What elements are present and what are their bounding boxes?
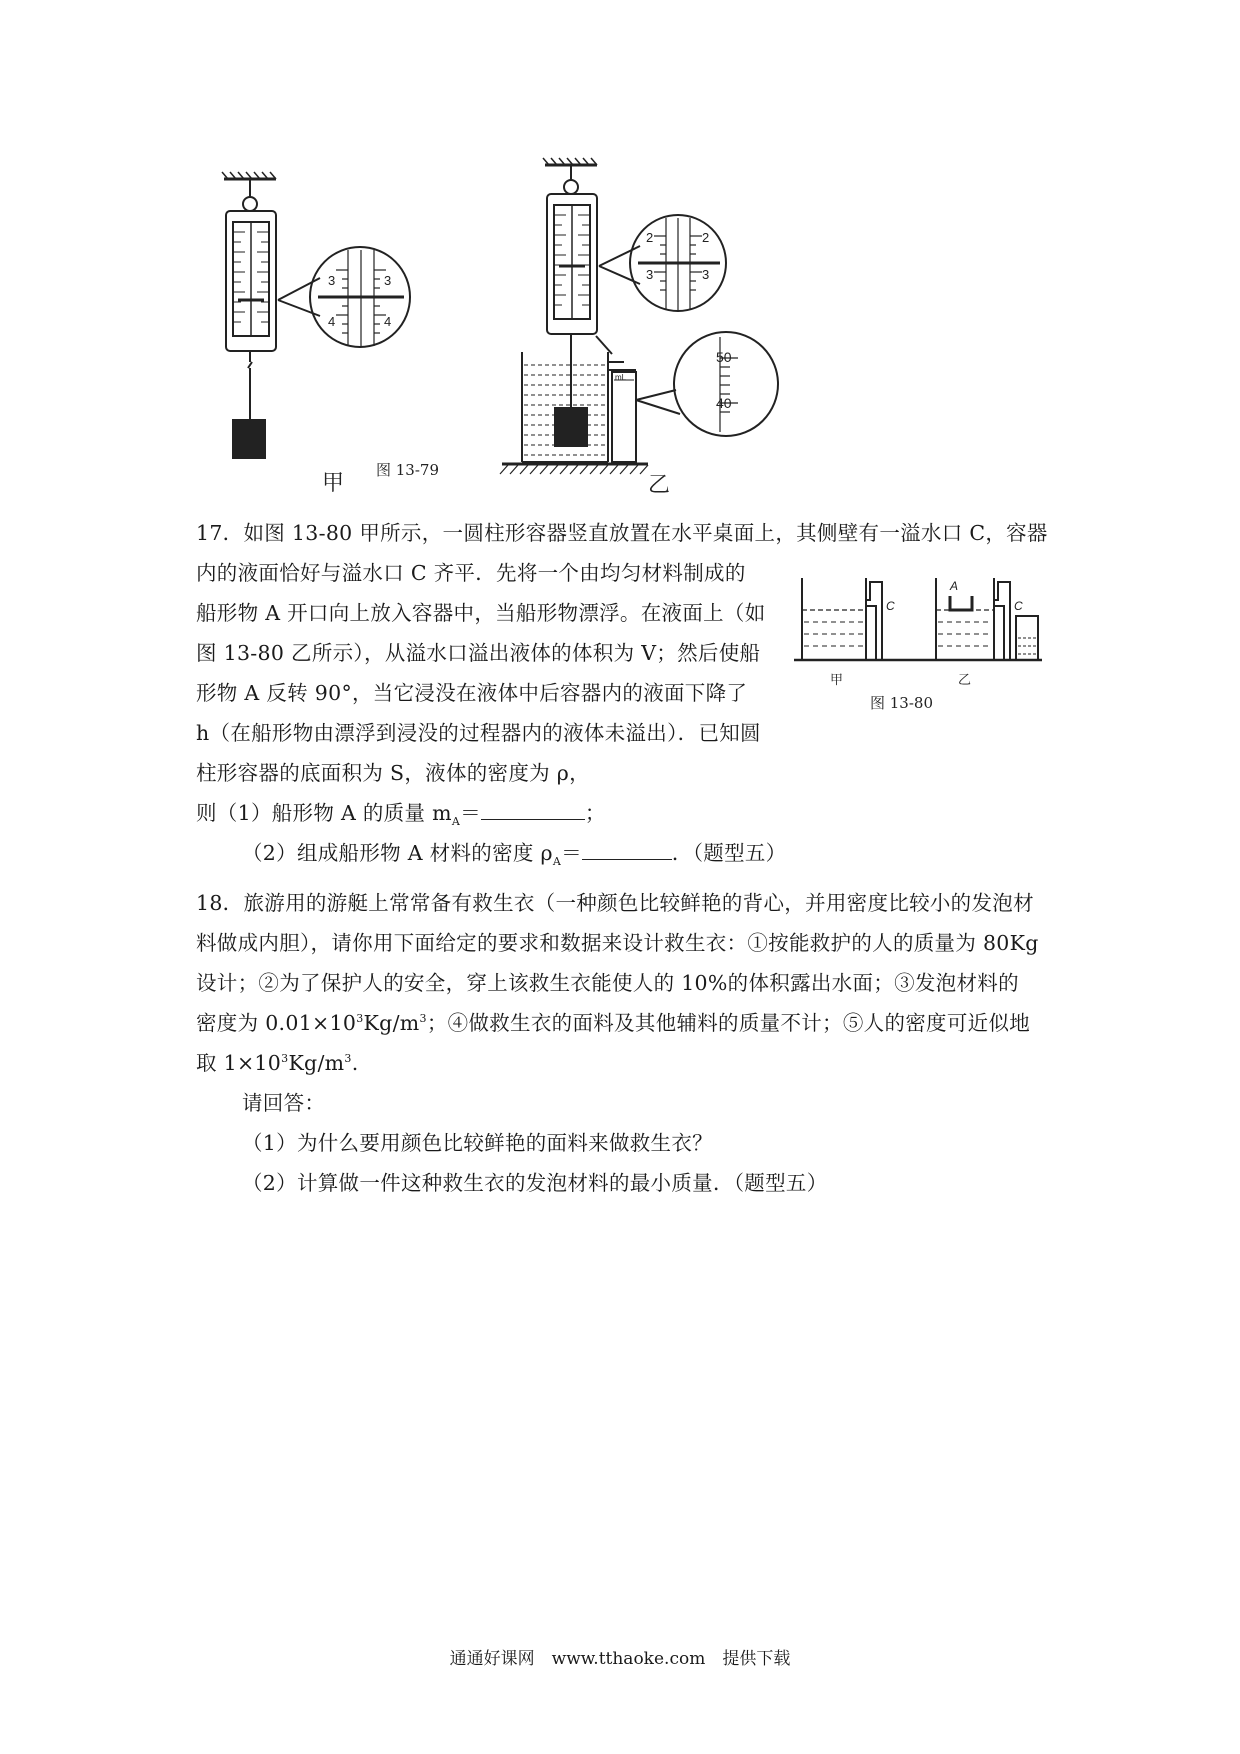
q17-line-7: 柱形容器的底面积为 S，液体的密度为 ρ， (196, 761, 590, 785)
q18-line-5-b: Kg/m (288, 1051, 345, 1075)
q17-line-5: 形物 A 反转 90°，当它浸没在液体中后容器内的液面下降了 (196, 681, 748, 705)
q18-line-1: 18．旅游用的游艇上常常备有救生衣（一种颜色比较鲜艳的背心，并用密度比较小的发泡材 (196, 891, 1034, 915)
figure-13-79-label-jia: 甲 (322, 471, 345, 496)
q17-line-3: 船形物 A 开口向上放入容器中，当船形物漂浮。在液面上（如 (196, 601, 766, 625)
q18-line-4-sup2: 3 (419, 1012, 427, 1026)
q17-answer-2-blank[interactable] (582, 843, 672, 860)
q17-part-1-sub: A (451, 815, 461, 829)
fig80-caption: 图 13-80 (870, 694, 934, 712)
q17-part-1 (196, 801, 606, 829)
figure-13-79-label-yi: 乙 (648, 473, 671, 498)
page-footer: 通通好课网 www.tthaoke.com 提供下载 (449, 1649, 791, 1669)
zoom-right-tick-2a: 2 (646, 230, 654, 245)
q18-sub-2: （2）计算做一件这种救生衣的发泡材料的最小质量．（题型五） (242, 1171, 828, 1195)
q18-line-5-c: . (351, 1051, 359, 1075)
figure-13-79 (0, 0, 1240, 520)
fig80-label-c-right: C (1014, 599, 1023, 613)
fig80-label-a: A (950, 579, 959, 593)
q17-part-2 (242, 841, 787, 869)
q17-part-2-eq: ＝ (561, 841, 582, 865)
zoom-left-tick-4b: 4 (384, 314, 392, 329)
q17-part-1-prefix: 则（1）船形物 A 的质量 m (196, 801, 452, 825)
figure-13-80 (790, 560, 1050, 720)
q17-part-1-end: ； (584, 801, 606, 825)
q18-line-5 (196, 1053, 359, 1074)
q18-line-3: 设计；②为了保护人的安全，穿上该救生衣能使人的 10%的体积露出水面；③发泡材料的 (196, 971, 1019, 995)
q17-part-2-prefix: （2）组成船形物 A 材料的密度 ρ (242, 841, 553, 865)
q18-line-5-sup2: 3 (344, 1052, 352, 1066)
q17-line-4: 图 13-80 乙所示），从溢水口溢出液体的体积为 V；然后使船 (196, 641, 761, 665)
q18-line-4-b: Kg/m (363, 1011, 420, 1035)
zoom-left-tick-4a: 4 (328, 314, 336, 329)
cylinder-tick-50: 50 (716, 349, 732, 365)
q18-prompt: 请回答： (242, 1091, 326, 1115)
q17-line-6: h（在船形物由漂浮到浸没的过程器内的液体未溢出）．已知圆 (196, 721, 761, 745)
q17-part-2-sub: A (552, 855, 562, 869)
cylinder-unit: mL (615, 373, 627, 382)
q17-line-1: 17．如图 13-80 甲所示，一圆柱形容器竖直放置在水平桌面上，其侧壁有一溢水口 C，容器 (196, 521, 1048, 545)
q17-answer-1-blank[interactable] (481, 803, 585, 820)
q17-line-2: 内的液面恰好与溢水口 C 齐平．先将一个由均匀材料制成的 (196, 561, 746, 585)
q18-line-4 (196, 1013, 1030, 1034)
zoom-right-tick-3b: 3 (702, 267, 710, 282)
q18-sub-1: （1）为什么要用颜色比较鲜艳的面料来做救生衣？ (242, 1131, 713, 1155)
zoom-left-tick-3b: 3 (384, 273, 392, 288)
q17-part-1-eq: ＝ (460, 801, 481, 825)
q18-line-4-sup: 3 (356, 1012, 364, 1026)
zoom-right-tick-2b: 2 (702, 230, 710, 245)
fig80-label-jia: 甲 (830, 673, 844, 688)
q18-line-4-a: 密度为 0.01×10 (196, 1011, 357, 1035)
q18-line-5-a: 取 1×10 (196, 1051, 282, 1075)
fig80-label-yi: 乙 (958, 673, 972, 688)
figure-13-79-caption: 图 13-79 (376, 461, 440, 479)
fig80-label-c-left: C (886, 599, 895, 613)
q18-line-5-sup: 3 (281, 1052, 289, 1066)
q18-line-2: 料做成内胆），请你用下面给定的要求和数据来设计救生衣：①按能救护的人的质量为 80Kg (196, 931, 1039, 955)
cylinder-tick-40: 40 (716, 395, 732, 411)
zoom-right-tick-3a: 3 (646, 267, 654, 282)
q18-line-4-c: ；④做救生衣的面料及其他辅料的质量不计；⑤人的密度可近似地 (426, 1011, 1031, 1035)
zoom-left-tick-3a: 3 (328, 273, 336, 288)
q17-part-2-end: ．（题型五） (671, 841, 787, 865)
